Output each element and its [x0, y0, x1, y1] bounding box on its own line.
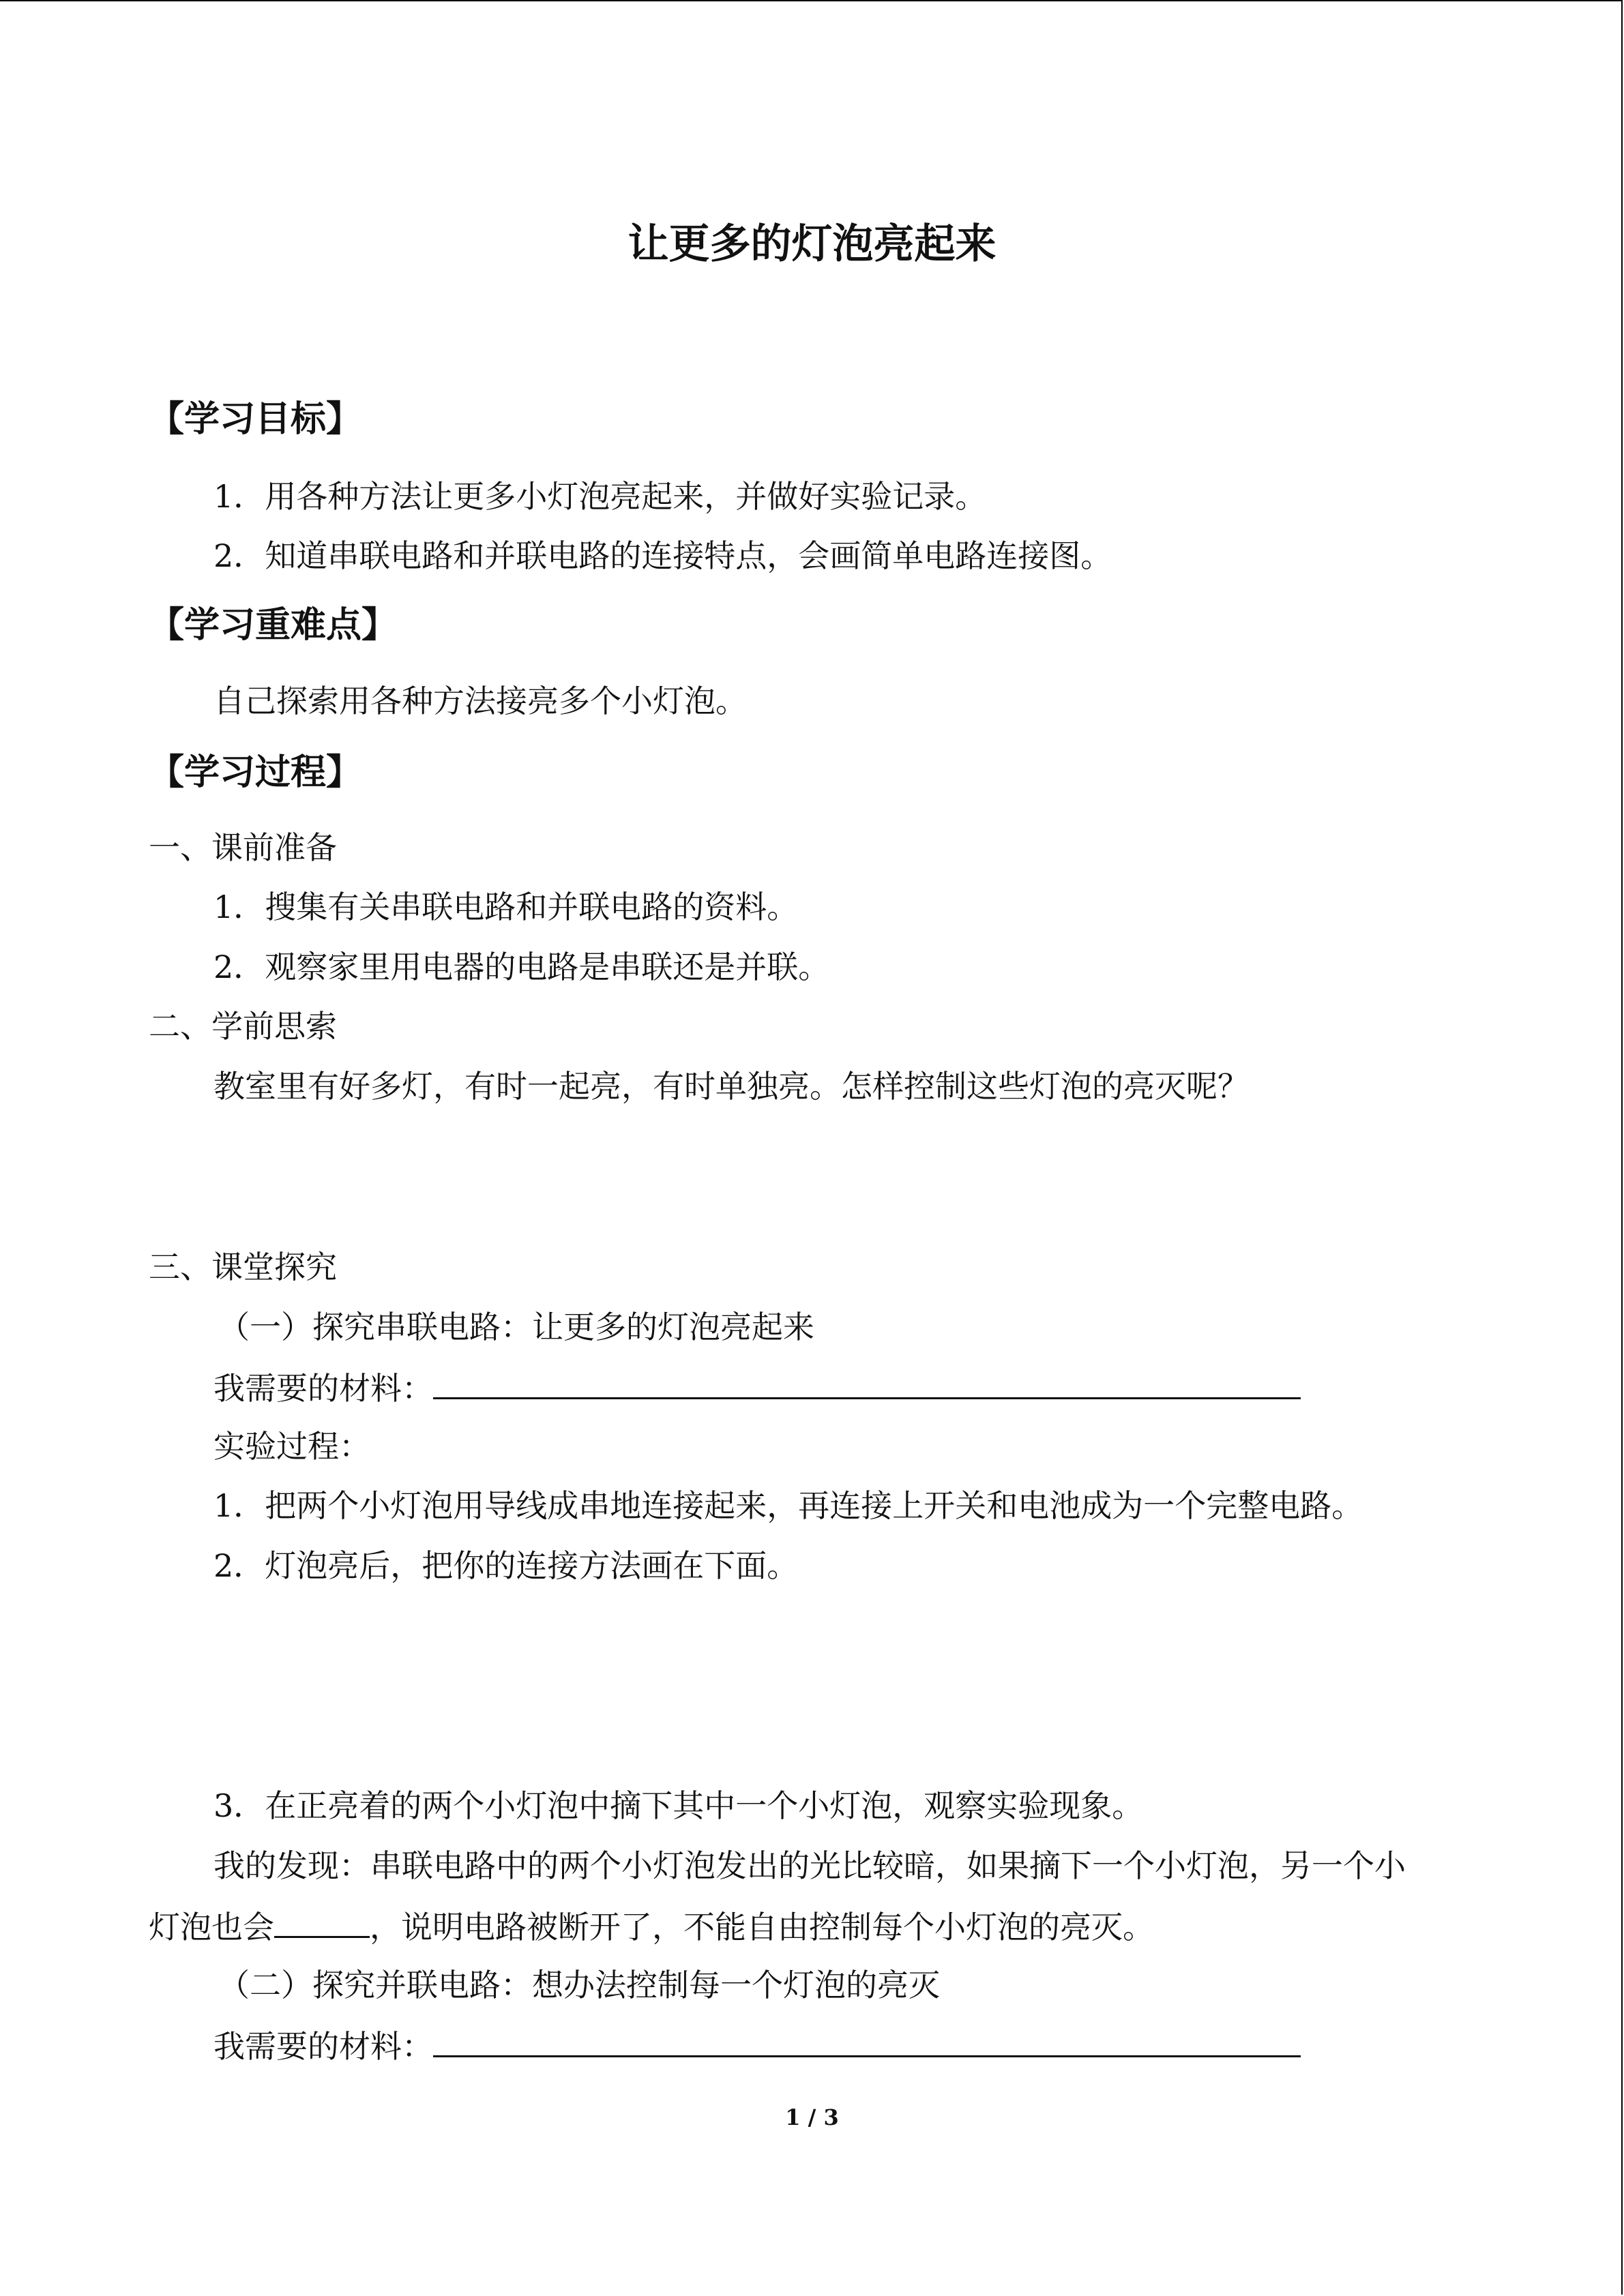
materials-blank-1[interactable] [433, 1367, 1301, 1399]
part3-heading: 三、课堂探究 [149, 1249, 337, 1285]
section-heading-process: 【学习过程】 [149, 752, 362, 793]
part2-text: 教室里有好多灯，有时一起亮，有时单独亮。怎样控制这些灯泡的亮灭呢？ [213, 1068, 1249, 1105]
finding-text-b: ，说明电路被断开了，不能自由控制每个小灯泡的亮灭。 [370, 1909, 1154, 1945]
section-heading-key-points: 【学习重难点】 [149, 605, 398, 646]
materials-row-1 [213, 1367, 1301, 1407]
finding-line-1: 我的发现：串联电路中的两个小灯泡发出的光比较暗，如果摘下一个小灯泡，另一个小 [213, 1847, 1406, 1884]
part1-heading: 一、课前准备 [149, 829, 337, 866]
finding-line-2 [149, 1906, 1154, 1946]
part1-item-1: 1．搜集有关串联电路和并联电路的资料。 [213, 889, 799, 925]
key-points-text: 自己探索用各种方法接亮多个小灯泡。 [213, 683, 747, 719]
procedure-label: 实验过程： [213, 1428, 370, 1465]
goal-item-1: 1．用各种方法让更多小灯泡亮起来，并做好实验记录。 [213, 478, 987, 515]
finding-blank[interactable] [274, 1906, 370, 1938]
part2-heading: 二、学前思索 [149, 1008, 337, 1045]
page-number: 1 / 3 [785, 2104, 839, 2130]
materials-row-2 [213, 2025, 1301, 2066]
page-title: 让更多的灯泡亮起来 [628, 220, 996, 268]
sub2-heading: （二）探究并联电路：想办法控制每一个灯泡的亮灭 [218, 1967, 940, 2003]
materials-blank-2[interactable] [433, 2025, 1301, 2057]
step-1: 1．把两个小灯泡用导线成串地连接起来，再连接上开关和电池成为一个完整电路。 [213, 1487, 1363, 1524]
goal-item-2: 2．知道串联电路和并联电路的连接特点，会画简单电路连接图。 [213, 537, 1112, 574]
materials-label-1: 我需要的材料： [213, 1370, 433, 1407]
part1-item-2: 2．观察家里用电器的电路是串联还是并联。 [213, 949, 830, 985]
step-3: 3．在正亮着的两个小灯泡中摘下其中一个小灯泡，观察实验现象。 [213, 1787, 1144, 1824]
section-heading-goals: 【学习目标】 [149, 399, 362, 440]
finding-text-a: 灯泡也会 [149, 1909, 274, 1945]
sub1-heading: （一）探究串联电路：让更多的灯泡亮起来 [218, 1309, 814, 1345]
materials-label-2: 我需要的材料： [213, 2028, 433, 2065]
step-2: 2．灯泡亮后，把你的连接方法画在下面。 [213, 1547, 799, 1584]
